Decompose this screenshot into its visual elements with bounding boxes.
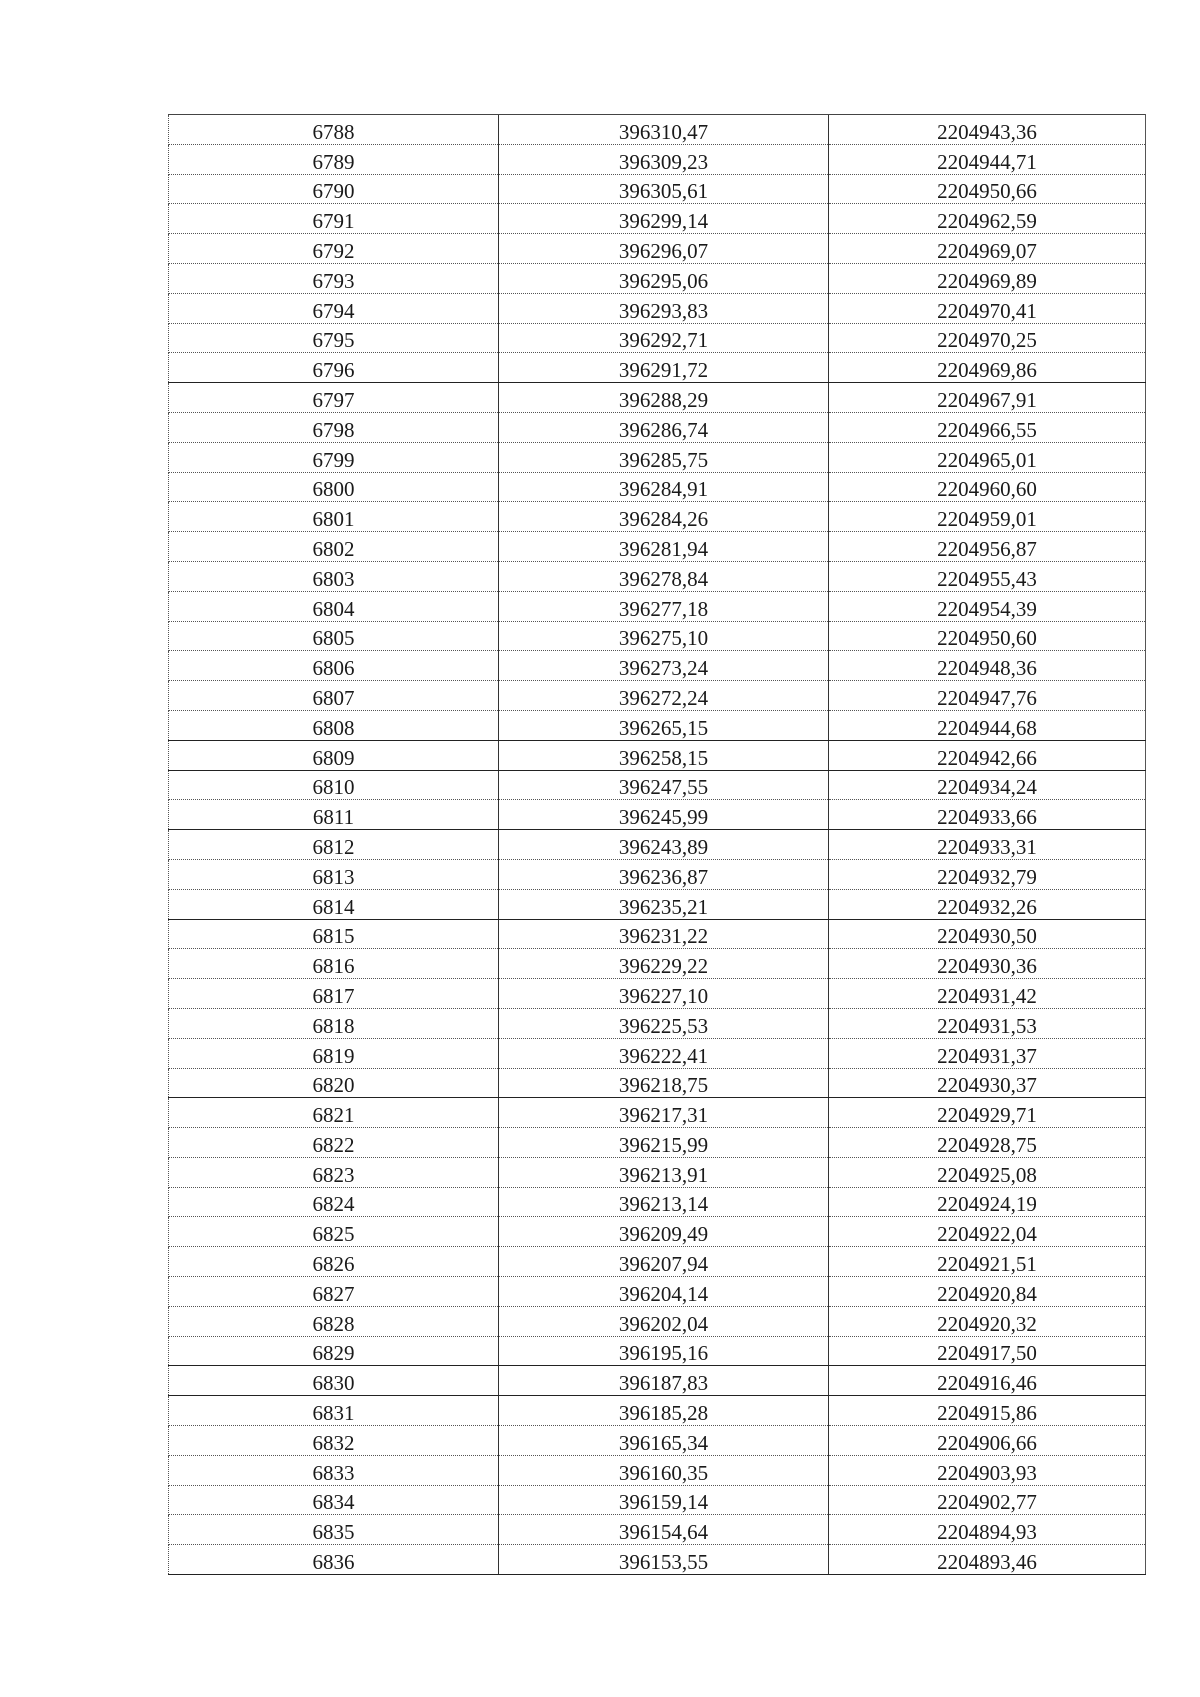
x-coordinate-cell: 396222,41 — [499, 1038, 829, 1068]
table-row — [169, 830, 1146, 860]
point-number-cell: 6789 — [169, 144, 499, 174]
x-coordinate-cell: 396281,94 — [499, 532, 829, 562]
table-row — [169, 1247, 1146, 1277]
point-number-cell: 6791 — [169, 204, 499, 234]
x-coordinate-cell: 396154,64 — [499, 1515, 829, 1545]
y-coordinate-cell: 2204903,93 — [829, 1455, 1146, 1485]
y-coordinate-cell: 2204959,01 — [829, 502, 1146, 532]
y-coordinate-cell: 2204948,36 — [829, 651, 1146, 681]
point-number-cell: 6790 — [169, 174, 499, 204]
table-row — [169, 979, 1146, 1009]
x-coordinate-cell: 396284,91 — [499, 472, 829, 502]
table-row — [169, 144, 1146, 174]
table-row — [169, 1157, 1146, 1187]
table-row — [169, 1187, 1146, 1217]
x-coordinate-cell: 396213,91 — [499, 1157, 829, 1187]
x-coordinate-cell: 396286,74 — [499, 412, 829, 442]
point-number-cell: 6808 — [169, 710, 499, 740]
point-number-cell: 6814 — [169, 889, 499, 919]
y-coordinate-cell: 2204969,86 — [829, 353, 1146, 383]
x-coordinate-cell: 396215,99 — [499, 1128, 829, 1158]
x-coordinate-cell: 396236,87 — [499, 859, 829, 889]
table-row — [169, 1455, 1146, 1485]
x-coordinate-cell: 396159,14 — [499, 1485, 829, 1515]
y-coordinate-cell: 2204965,01 — [829, 442, 1146, 472]
point-number-cell: 6799 — [169, 442, 499, 472]
y-coordinate-cell: 2204933,66 — [829, 800, 1146, 830]
point-number-cell: 6813 — [169, 859, 499, 889]
table-row — [169, 1098, 1146, 1128]
x-coordinate-cell: 396217,31 — [499, 1098, 829, 1128]
point-number-cell: 6820 — [169, 1068, 499, 1098]
table-row — [169, 532, 1146, 562]
table-row — [169, 234, 1146, 264]
table-row — [169, 770, 1146, 800]
table-row — [169, 502, 1146, 532]
y-coordinate-cell: 2204930,37 — [829, 1068, 1146, 1098]
point-number-cell: 6796 — [169, 353, 499, 383]
x-coordinate-cell: 396277,18 — [499, 591, 829, 621]
y-coordinate-cell: 2204944,71 — [829, 144, 1146, 174]
table-row — [169, 442, 1146, 472]
y-coordinate-cell: 2204920,84 — [829, 1277, 1146, 1307]
point-number-cell: 6797 — [169, 383, 499, 413]
x-coordinate-cell: 396202,04 — [499, 1306, 829, 1336]
y-coordinate-cell: 2204915,86 — [829, 1396, 1146, 1426]
table-row — [169, 949, 1146, 979]
point-number-cell: 6795 — [169, 323, 499, 353]
y-coordinate-cell: 2204966,55 — [829, 412, 1146, 442]
y-coordinate-cell: 2204893,46 — [829, 1545, 1146, 1575]
point-number-cell: 6798 — [169, 412, 499, 442]
x-coordinate-cell: 396243,89 — [499, 830, 829, 860]
x-coordinate-cell: 396305,61 — [499, 174, 829, 204]
table-row — [169, 1277, 1146, 1307]
y-coordinate-cell: 2204920,32 — [829, 1306, 1146, 1336]
point-number-cell: 6803 — [169, 561, 499, 591]
point-number-cell: 6833 — [169, 1455, 499, 1485]
x-coordinate-cell: 396218,75 — [499, 1068, 829, 1098]
table-row — [169, 323, 1146, 353]
table-row — [169, 800, 1146, 830]
y-coordinate-cell: 2204932,26 — [829, 889, 1146, 919]
point-number-cell: 6812 — [169, 830, 499, 860]
point-number-cell: 6819 — [169, 1038, 499, 1068]
x-coordinate-cell: 396292,71 — [499, 323, 829, 353]
y-coordinate-cell: 2204943,36 — [829, 115, 1146, 145]
point-number-cell: 6788 — [169, 115, 499, 145]
y-coordinate-cell: 2204921,51 — [829, 1247, 1146, 1277]
x-coordinate-cell: 396213,14 — [499, 1187, 829, 1217]
point-number-cell: 6827 — [169, 1277, 499, 1307]
x-coordinate-cell: 396235,21 — [499, 889, 829, 919]
x-coordinate-cell: 396284,26 — [499, 502, 829, 532]
y-coordinate-cell: 2204931,42 — [829, 979, 1146, 1009]
point-number-cell: 6821 — [169, 1098, 499, 1128]
point-number-cell: 6829 — [169, 1336, 499, 1366]
table-row — [169, 1515, 1146, 1545]
y-coordinate-cell: 2204906,66 — [829, 1426, 1146, 1456]
point-number-cell: 6809 — [169, 740, 499, 770]
y-coordinate-cell: 2204950,60 — [829, 621, 1146, 651]
x-coordinate-cell: 396296,07 — [499, 234, 829, 264]
table-row — [169, 710, 1146, 740]
x-coordinate-cell: 396278,84 — [499, 561, 829, 591]
point-number-cell: 6828 — [169, 1306, 499, 1336]
x-coordinate-cell: 396310,47 — [499, 115, 829, 145]
x-coordinate-cell: 396245,99 — [499, 800, 829, 830]
y-coordinate-cell: 2204955,43 — [829, 561, 1146, 591]
table-row — [169, 472, 1146, 502]
y-coordinate-cell: 2204931,37 — [829, 1038, 1146, 1068]
point-number-cell: 6825 — [169, 1217, 499, 1247]
y-coordinate-cell: 2204931,53 — [829, 1008, 1146, 1038]
table-row — [169, 1396, 1146, 1426]
point-number-cell: 6826 — [169, 1247, 499, 1277]
y-coordinate-cell: 2204944,68 — [829, 710, 1146, 740]
table-row — [169, 293, 1146, 323]
point-number-cell: 6805 — [169, 621, 499, 651]
point-number-cell: 6816 — [169, 949, 499, 979]
table-row — [169, 1038, 1146, 1068]
point-number-cell: 6831 — [169, 1396, 499, 1426]
x-coordinate-cell: 396231,22 — [499, 919, 829, 949]
y-coordinate-cell: 2204922,04 — [829, 1217, 1146, 1247]
point-number-cell: 6806 — [169, 651, 499, 681]
y-coordinate-cell: 2204917,50 — [829, 1336, 1146, 1366]
x-coordinate-cell: 396209,49 — [499, 1217, 829, 1247]
point-number-cell: 6823 — [169, 1157, 499, 1187]
point-number-cell: 6807 — [169, 681, 499, 711]
x-coordinate-cell: 396187,83 — [499, 1366, 829, 1396]
x-coordinate-cell: 396273,24 — [499, 651, 829, 681]
x-coordinate-cell: 396299,14 — [499, 204, 829, 234]
table-row — [169, 1217, 1146, 1247]
table-row — [169, 353, 1146, 383]
y-coordinate-cell: 2204925,08 — [829, 1157, 1146, 1187]
x-coordinate-cell: 396185,28 — [499, 1396, 829, 1426]
y-coordinate-cell: 2204960,60 — [829, 472, 1146, 502]
y-coordinate-cell: 2204934,24 — [829, 770, 1146, 800]
y-coordinate-cell: 2204932,79 — [829, 859, 1146, 889]
table-row — [169, 1336, 1146, 1366]
table-row — [169, 621, 1146, 651]
x-coordinate-cell: 396291,72 — [499, 353, 829, 383]
y-coordinate-cell: 2204970,25 — [829, 323, 1146, 353]
y-coordinate-cell: 2204933,31 — [829, 830, 1146, 860]
y-coordinate-cell: 2204967,91 — [829, 383, 1146, 413]
y-coordinate-cell: 2204954,39 — [829, 591, 1146, 621]
table-row — [169, 115, 1146, 145]
y-coordinate-cell: 2204969,07 — [829, 234, 1146, 264]
table-row — [169, 383, 1146, 413]
point-number-cell: 6810 — [169, 770, 499, 800]
point-number-cell: 6817 — [169, 979, 499, 1009]
x-coordinate-cell: 396288,29 — [499, 383, 829, 413]
table-row — [169, 1545, 1146, 1575]
y-coordinate-cell: 2204969,89 — [829, 263, 1146, 293]
y-coordinate-cell: 2204929,71 — [829, 1098, 1146, 1128]
coordinates-table — [168, 114, 1146, 1575]
table-row — [169, 263, 1146, 293]
x-coordinate-cell: 396204,14 — [499, 1277, 829, 1307]
point-number-cell: 6792 — [169, 234, 499, 264]
table-row — [169, 1485, 1146, 1515]
table-row — [169, 174, 1146, 204]
x-coordinate-cell: 396293,83 — [499, 293, 829, 323]
x-coordinate-cell: 396309,23 — [499, 144, 829, 174]
y-coordinate-cell: 2204970,41 — [829, 293, 1146, 323]
point-number-cell: 6836 — [169, 1545, 499, 1575]
x-coordinate-cell: 396153,55 — [499, 1545, 829, 1575]
table-row — [169, 1306, 1146, 1336]
table-row — [169, 204, 1146, 234]
x-coordinate-cell: 396258,15 — [499, 740, 829, 770]
table-row — [169, 651, 1146, 681]
y-coordinate-cell: 2204930,36 — [829, 949, 1146, 979]
table-row — [169, 1366, 1146, 1396]
x-coordinate-cell: 396247,55 — [499, 770, 829, 800]
y-coordinate-cell: 2204902,77 — [829, 1485, 1146, 1515]
table-row — [169, 740, 1146, 770]
y-coordinate-cell: 2204916,46 — [829, 1366, 1146, 1396]
point-number-cell: 6802 — [169, 532, 499, 562]
table-row — [169, 412, 1146, 442]
table-row — [169, 919, 1146, 949]
point-number-cell: 6811 — [169, 800, 499, 830]
y-coordinate-cell: 2204942,66 — [829, 740, 1146, 770]
table-row — [169, 1008, 1146, 1038]
y-coordinate-cell: 2204924,19 — [829, 1187, 1146, 1217]
table-row — [169, 591, 1146, 621]
x-coordinate-cell: 396295,06 — [499, 263, 829, 293]
x-coordinate-cell: 396207,94 — [499, 1247, 829, 1277]
x-coordinate-cell: 396229,22 — [499, 949, 829, 979]
point-number-cell: 6794 — [169, 293, 499, 323]
table-row — [169, 1128, 1146, 1158]
x-coordinate-cell: 396285,75 — [499, 442, 829, 472]
table-row — [169, 561, 1146, 591]
y-coordinate-cell: 2204950,66 — [829, 174, 1146, 204]
x-coordinate-cell: 396225,53 — [499, 1008, 829, 1038]
x-coordinate-cell: 396165,34 — [499, 1426, 829, 1456]
y-coordinate-cell: 2204930,50 — [829, 919, 1146, 949]
x-coordinate-cell: 396272,24 — [499, 681, 829, 711]
point-number-cell: 6815 — [169, 919, 499, 949]
y-coordinate-cell: 2204947,76 — [829, 681, 1146, 711]
x-coordinate-cell: 396265,15 — [499, 710, 829, 740]
point-number-cell: 6830 — [169, 1366, 499, 1396]
x-coordinate-cell: 396195,16 — [499, 1336, 829, 1366]
point-number-cell: 6801 — [169, 502, 499, 532]
table-row — [169, 1068, 1146, 1098]
point-number-cell: 6822 — [169, 1128, 499, 1158]
point-number-cell: 6800 — [169, 472, 499, 502]
y-coordinate-cell: 2204962,59 — [829, 204, 1146, 234]
table-row — [169, 681, 1146, 711]
x-coordinate-cell: 396227,10 — [499, 979, 829, 1009]
x-coordinate-cell: 396160,35 — [499, 1455, 829, 1485]
y-coordinate-cell: 2204894,93 — [829, 1515, 1146, 1545]
x-coordinate-cell: 396275,10 — [499, 621, 829, 651]
point-number-cell: 6818 — [169, 1008, 499, 1038]
point-number-cell: 6832 — [169, 1426, 499, 1456]
point-number-cell: 6793 — [169, 263, 499, 293]
point-number-cell: 6824 — [169, 1187, 499, 1217]
y-coordinate-cell: 2204928,75 — [829, 1128, 1146, 1158]
table-row — [169, 1426, 1146, 1456]
coordinates-table-body — [169, 115, 1146, 1575]
table-row — [169, 859, 1146, 889]
point-number-cell: 6834 — [169, 1485, 499, 1515]
point-number-cell: 6835 — [169, 1515, 499, 1545]
table-row — [169, 889, 1146, 919]
point-number-cell: 6804 — [169, 591, 499, 621]
y-coordinate-cell: 2204956,87 — [829, 532, 1146, 562]
